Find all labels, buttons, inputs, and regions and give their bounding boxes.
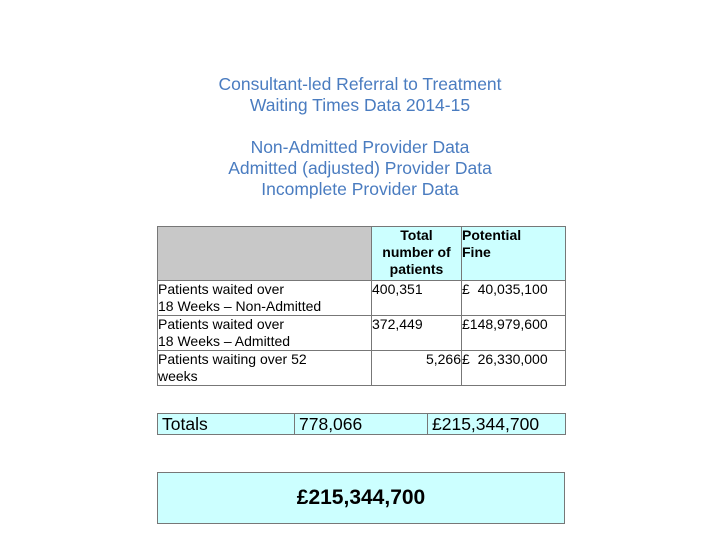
- table-header-row: [158, 227, 566, 281]
- subtitle-line-2: Admitted (adjusted) Provider Data: [228, 158, 492, 178]
- row-label: [158, 316, 372, 351]
- header-blank-cell: [158, 227, 372, 281]
- row-label-line-2: weeks: [158, 368, 198, 384]
- header-fine-line-2: Fine: [462, 244, 491, 260]
- table-row: [158, 316, 566, 351]
- subtitle-line-1: Non-Admitted Provider Data: [250, 137, 470, 157]
- row-fine: £ 40,035,100: [462, 281, 566, 316]
- row-label-line-1: Patients waited over: [158, 316, 285, 332]
- row-label-line-2: 18 Weeks – Admitted: [158, 333, 291, 349]
- header-fine-line-1: Potential: [462, 227, 522, 243]
- totals-patients: 778,066: [295, 414, 428, 435]
- table-row: [158, 281, 566, 316]
- waiting-times-table: [157, 226, 566, 386]
- totals-table: [157, 413, 566, 435]
- row-total: 5,266: [372, 351, 462, 386]
- header-total-line-2: number of: [382, 244, 451, 260]
- row-total: 372,449: [372, 316, 462, 351]
- row-total: 400,351: [372, 281, 462, 316]
- row-label: [158, 281, 372, 316]
- totals-row: [158, 414, 566, 435]
- header-total-patients: [372, 227, 462, 281]
- row-label-line-1: Patients waiting over 52: [158, 351, 307, 367]
- subtitle-line-3: Incomplete Provider Data: [261, 179, 459, 199]
- title-line-1: Consultant-led Referral to Treatment: [218, 74, 502, 94]
- header-total-line-3: patients: [389, 261, 444, 277]
- header-potential-fine: [462, 227, 566, 281]
- row-label-line-2: 18 Weeks – Non-Admitted: [158, 298, 322, 314]
- grand-total-box: [157, 472, 565, 524]
- totals-fine: £215,344,700: [428, 414, 566, 435]
- row-fine: £ 26,330,000: [462, 351, 566, 386]
- title-gap: [0, 116, 720, 137]
- title-line-2: Waiting Times Data 2014-15: [249, 95, 471, 115]
- header-total-line-1: Total: [400, 227, 433, 243]
- row-label-line-1: Patients waited over: [158, 281, 285, 297]
- grand-total-value: £215,344,700: [296, 486, 426, 509]
- totals-label: Totals: [158, 414, 295, 435]
- row-label: [158, 351, 372, 386]
- table-row: [158, 351, 566, 386]
- row-fine: £148,979,600: [462, 316, 566, 351]
- title-block: [0, 74, 720, 200]
